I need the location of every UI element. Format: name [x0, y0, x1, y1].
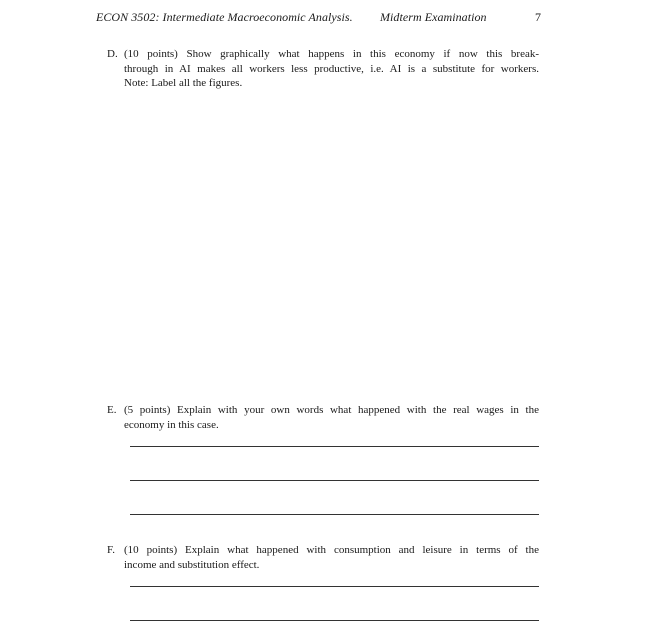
answer-line[interactable]	[130, 586, 539, 587]
question-text	[124, 47, 539, 91]
answer-line[interactable]	[130, 514, 539, 515]
question-label: D.	[107, 48, 118, 60]
question-text-line: income and substitution effect.	[124, 558, 260, 571]
question-d	[107, 47, 539, 91]
question-text-line: Note: Label all the figures.	[124, 77, 243, 89]
page-number: 7	[535, 10, 542, 24]
question-text-line: (10 points) Explain what happened with consumption and leisure in terms of the	[124, 544, 539, 556]
question-f	[107, 543, 539, 572]
question-e	[107, 403, 539, 432]
question-text-line: (10 points) Show graphically what happens in this economy if now this break-	[124, 48, 539, 60]
question-text	[124, 403, 539, 432]
question-text-line: through in AI makes all workers less productive, i.e. AI is a substitute for workers.	[124, 62, 539, 75]
question-text	[124, 543, 539, 572]
question-label: E.	[107, 404, 117, 416]
course-title: ECON 3502: Intermediate Macroeconomic Analysis.	[96, 10, 353, 24]
question-text-line: economy in this case.	[124, 418, 219, 431]
answer-line[interactable]	[130, 620, 539, 621]
question-label: F.	[107, 544, 115, 556]
answer-line[interactable]	[130, 480, 539, 481]
question-text-line: (5 points) Explain with your own words what happened with the real wages in the	[124, 404, 539, 416]
answer-line[interactable]	[130, 446, 539, 447]
exam-title: Midterm Examination	[380, 10, 487, 24]
